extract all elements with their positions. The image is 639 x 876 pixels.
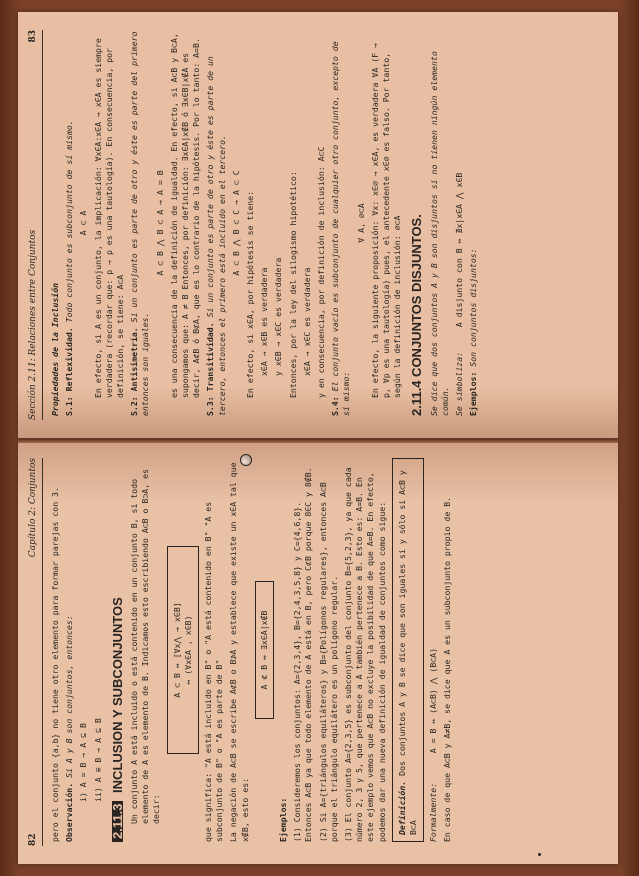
observation-item-2: ii) A ≡ B → A ⊆ B — [92, 718, 103, 802]
property-formula: A ⊂ B ⋀ B ⊂ C → A ⊂ C — [230, 170, 241, 276]
left-page — [18, 440, 618, 864]
example-item: (3) El conjunto A={2,3,5} es subconjunto del conjunto B={5,2,3}, ya que cada número 2, 3 y 5, que pertenece a A también pertenece a B. Esto es: A=B. En este ejemplo vemos que A⊂B no excluye la posibilidad de que A=B. En efecto, podemos dar una nueva definición de igualdad de conjuntos como sigue: — [343, 467, 387, 842]
property-proof: En efecto, si A es un conjunto, la implicación: ∀x∈A:x∈A → x∈A es siempre verdadera (recordar que: p → p es una tautología). En consecuencia, por definición, se tiene: A⊂A — [92, 38, 126, 398]
examples-label: Ejemplos: — [468, 371, 479, 416]
property-text: Si un conjunto es parte de otro y éste es parte de un tercero, entonces el primero está incluido en el tercero. — [205, 56, 227, 416]
property-proof: es una consecuencia de la definición de igualdad. En efecto, si A⊂B y B⊂A, supongamos que: A ≠ B Entonces, por definición: ∃x∈A|x∉B ó ∃x∈B|x∉A es decir, A⊄B ó B⊄A, que es lo contrario de la hipótesis. Por lo tanto: A=B. — [168, 33, 202, 398]
margin-mark — [538, 853, 541, 856]
formal-expression: A = B ↔ (A⊂B) ⋀ (B⊂A) — [428, 647, 439, 754]
left-page-header — [28, 458, 43, 846]
definition-label: Definición. — [396, 780, 407, 835]
paragraph: que significa: "A está incluido en B" o "A está contenido en B" "A es subconjunto de B" o "A es parte de B" — [203, 501, 225, 842]
page-number: 82 — [28, 833, 38, 846]
section-number: 2.11.4 — [409, 380, 425, 416]
property-label: S.1: Reflexividad. — [64, 327, 75, 416]
property-text: Todo conjunto es subconjunto de sí mismo. — [64, 120, 75, 323]
section-heading — [409, 30, 425, 416]
property-formula: A ⊂ B ⋀ B ⊂ A → A = B — [154, 170, 165, 276]
observation-text: Si A y B son conjuntos, entonces: — [64, 615, 75, 778]
definition-formula-box — [167, 546, 199, 754]
symbol-label: Se simboliza: — [454, 351, 465, 416]
observation-label: Observación. — [64, 782, 75, 842]
property-s1 — [64, 30, 75, 416]
definition-text: Dos conjuntos A y B se dice que son iguales si y sólo si A⊂B y B⊂A — [396, 470, 419, 835]
formula-line: ↔ (∀x∈A , x∈B) — [182, 615, 193, 685]
property-formula: A ⊂ A — [78, 210, 89, 236]
property-label: S.4: — [330, 396, 341, 416]
observation — [64, 458, 75, 842]
property-s4 — [330, 30, 352, 416]
formula-line: A ⊂ B ↔ [∀x⋀ → x∈B] — [171, 602, 182, 698]
paragraph: Un conjunto A está incluido o está contenido en un conjunto B, si todo elemento de A es elemento de B. Indicamos esto escribiendo A⊂B o B⊃A, es decir: — [129, 469, 162, 824]
disjoint-formula: A disjunto con B ↔ ∄x|x∈A ⋀ x∈B — [454, 172, 465, 328]
right-page-header — [28, 30, 43, 420]
property-s2 — [129, 30, 151, 416]
proof-line: En efecto, si x∈A, por hipótesis se tiene: — [245, 190, 256, 398]
paragraph: La negación de A⊂B se escribe A⊄B o B⊅A y establece que existe un x∈A tal que x∉B, esto es: — [228, 462, 250, 842]
property-text: El conjunto vacío es subconjunto de cualquier otro conjunto, excepto de sí mismo: — [330, 41, 352, 416]
example-item: (1) Consideremos los conjuntos: A={2,3,4}, B={2,4,3,5,8} y C={4,6,8}. Entonces A⊂B ya que todo elemento de A está en B, pero C⊄B porque 8∈C y 8∉B. — [292, 467, 314, 842]
section-header-title: Sección 2.11: Relaciones entre Conjuntos — [28, 229, 38, 420]
examples-line — [468, 30, 479, 416]
disjoint-definition: Se dice que dos conjuntos A y B son disjuntos si no tienen ningún elemento común. — [428, 51, 450, 416]
section-heading — [109, 458, 125, 842]
left-page-body — [50, 458, 457, 842]
property-label: S.2: Antisimetría. — [129, 327, 140, 416]
property-formula: ∀ A, ∅⊂A — [355, 203, 366, 243]
observation-item-1: i) A = B → A ⊆ B — [78, 723, 89, 802]
right-page — [18, 12, 618, 438]
example-item: (2) Si A={triángulos equiláteros} y B={Polígonos regulares}, entonces A⊂B porque el triángulo equilátero es un polígono regular. — [317, 482, 339, 842]
property-text: Si un conjunto es parte de otro y éste es parte del primero entonces son iguales. — [129, 31, 151, 416]
section-number: 2.11.3 — [112, 801, 123, 842]
closing-text: En caso de que A⊂B y A≠B, se dice que A es un subconjunto propio de B. — [442, 496, 453, 842]
right-page-body — [50, 30, 483, 416]
formal-label: Formalmente: — [428, 782, 439, 842]
chapter-title: Capítulo 2: Conjuntos — [28, 458, 38, 558]
proof-line: y x∈B → x∈C es verdadera — [273, 257, 284, 376]
examples-text: Son conjuntos disjuntos: — [468, 248, 479, 367]
negation-formula-box: A ⊄ B ↔ ∃x∈A|x∉B — [255, 581, 274, 719]
section-title: INCLUSION Y SUBCONJUNTOS — [109, 597, 125, 793]
intro-text: pero el conjunto {a,b} no tiene otro elemento para formar parejas con 3. — [50, 487, 60, 842]
definition-box — [392, 458, 424, 842]
property-label: S.3: Transitividad. — [205, 322, 216, 416]
property-s3 — [205, 30, 227, 416]
proof-line: x∈A → x∈C es verdadera — [301, 267, 312, 376]
proof-line: y en consecuencia, por definición de inclusión: A⊂C — [316, 146, 327, 398]
section-title: CONJUNTOS DISJUNTOS. — [409, 214, 425, 377]
examples-label: Ejemplos: — [278, 797, 289, 842]
proof-line: x∈A → x∈B es verdadera — [259, 267, 270, 376]
proof-line: Entonces, por la ley del silogismo hipotético: — [287, 171, 298, 398]
formal-statement — [428, 458, 439, 842]
property-proof: En efecto, la siguiente proposición: ∀x: x∈∅ → x∈A, es verdadera ∀A (F → p, ∀p es una tautología) pues, el antecedente x∈∅ es falso. Por tanto, según la definición de inclusión: ∅⊂A — [369, 43, 403, 398]
page-number: 83 — [28, 30, 38, 43]
properties-title: Propiedades de la Inclusión — [50, 282, 60, 416]
disjoint-symbol-line — [454, 30, 465, 416]
